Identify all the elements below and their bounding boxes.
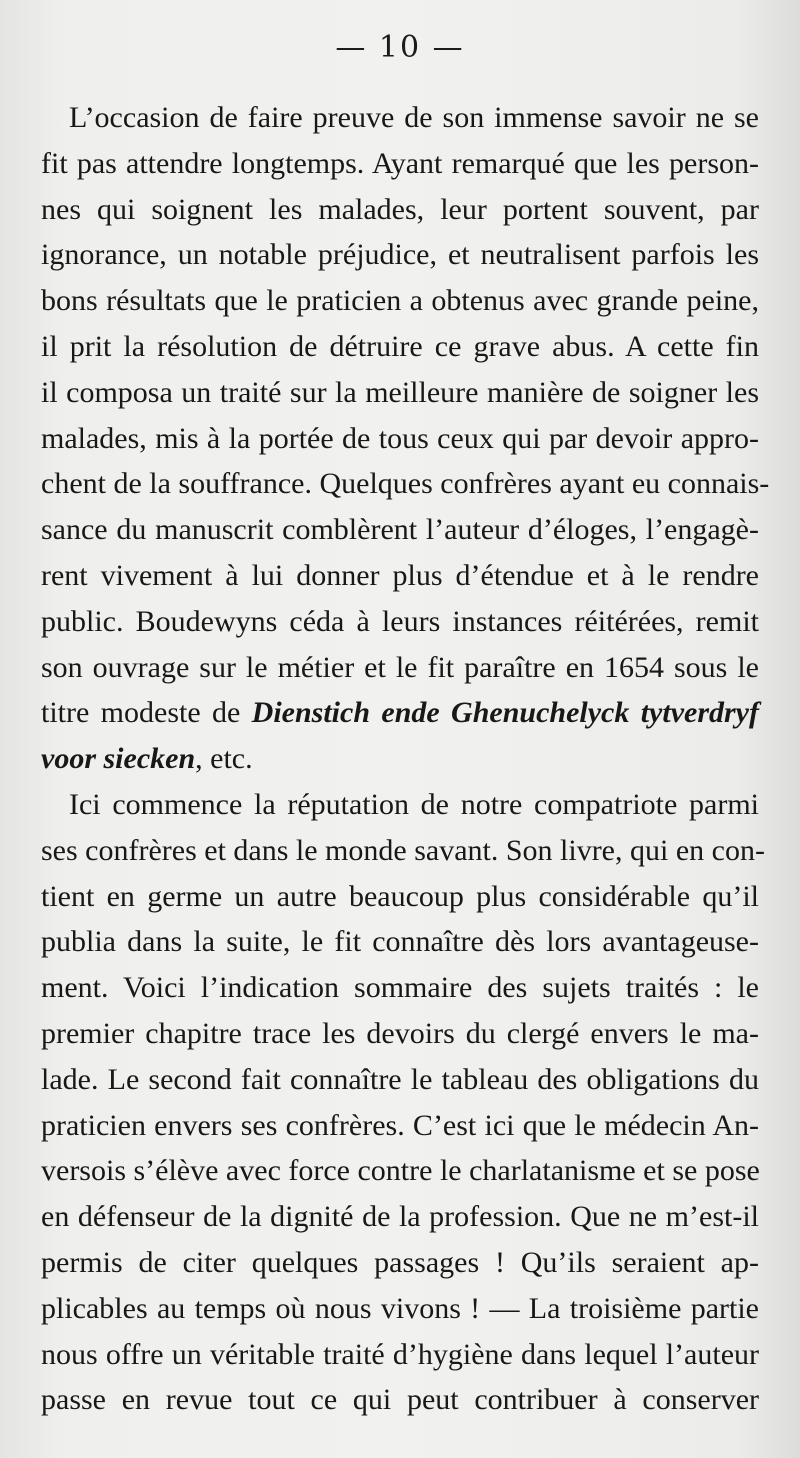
book-title-end: voor siecken	[41, 742, 196, 776]
paragraph-1	[41, 95, 770, 782]
page-number: — 10 —	[335, 30, 465, 65]
text-line: ment. Voici l’indication sommaire des sujets traités : le	[41, 971, 759, 1005]
text-line: tient en germe un autre beaucoup plus considérable qu’il	[41, 879, 759, 913]
text-line: public. Boudewyns céda à leurs instances réitérées, remit	[41, 604, 759, 638]
text-line: publia dans la suite, le fit connaître dès lors avantageuse-	[41, 925, 759, 959]
text-line: ignorance, un notable préjudice, et neutralisent parfois les	[41, 238, 759, 272]
text-line: lade. Le second fait connaître le tableau des obligations du	[41, 1062, 759, 1096]
title-suffix: , etc.	[195, 742, 253, 776]
text-line: Ici commence la réputation de notre compatriote parmi	[69, 787, 759, 821]
text-line: fit pas attendre longtemps. Ayant remarqué que les person-	[41, 146, 759, 180]
text-line: versois s’élève avec force contre le charlatanisme et se pose	[41, 1154, 760, 1188]
text-line: il prit la résolution de détruire ce grave abus. A cette fin	[41, 329, 759, 363]
text-line: sance du manuscrit comblèrent l’auteur d’éloges, l’engagè-	[41, 513, 759, 547]
text-line: praticien envers ses confrères. C’est ici que le médecin An-	[41, 1108, 759, 1142]
text-line: nes qui soignent les malades, leur portent souvent, par	[41, 192, 759, 226]
title-prefix: titre modeste de	[41, 696, 252, 730]
text-line: en défenseur de la dignité de la profession. Que ne m’est-il	[41, 1200, 759, 1234]
text-line-title	[41, 690, 759, 736]
text-line-title-end	[41, 736, 759, 782]
text-line: rent vivement à lui donner plus d’étendue et à le rendre	[41, 558, 759, 592]
text-line: L’occasion de faire preuve de son immense savoir ne se	[69, 101, 759, 134]
text-line: chent de la souffrance. Quelques confrères ayant eu connais-	[41, 467, 770, 501]
text-line: malades, mis à la portée de tous ceux qui par devoir appro-	[41, 421, 759, 455]
text-line: premier chapitre trace les devoirs du clergé envers le ma-	[41, 1016, 759, 1050]
text-line: il composa un traité sur la meilleure manière de soigner les	[41, 375, 759, 409]
text-line: nous offre un véritable traité d’hygiène dans lequel l’auteur	[41, 1337, 759, 1371]
text-line: son ouvrage sur le métier et le fit paraître en 1654 sous le	[41, 650, 759, 684]
text-line: ses confrères et dans le monde savant. Son livre, qui en con-	[41, 833, 765, 867]
text-line: plicables au temps où nous vivons ! — La troisième partie	[41, 1291, 759, 1325]
text-line: passe en revue tout ce qui peut contribuer à conserver	[41, 1383, 759, 1417]
body-text	[41, 95, 770, 1423]
book-title: Dienstich ende Ghenuchelyck tytverdryf	[251, 696, 759, 730]
text-line: permis de citer quelques passages ! Qu’ils seraient ap-	[41, 1245, 759, 1279]
text-line: bons résultats que le praticien a obtenus avec grande peine,	[41, 284, 759, 318]
paragraph-2	[41, 782, 765, 1423]
